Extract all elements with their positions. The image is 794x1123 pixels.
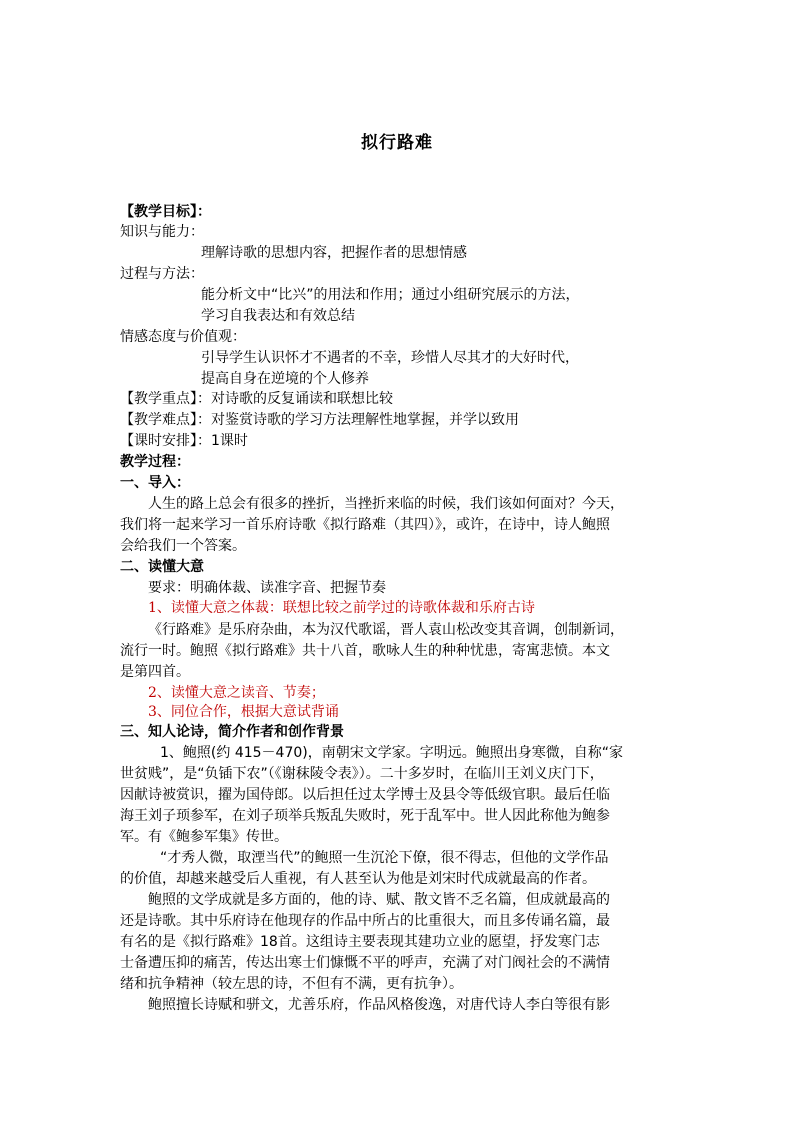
emotion-label: 情感态度与价值观： <box>120 329 246 345</box>
knowledge-label: 知识与能力： <box>120 224 204 240</box>
section3-c-3: 有名的是《拟行路难》18首。这组诗主要表现其建功立业的愿望，抒发寒门志 <box>120 934 600 950</box>
key-point: 【教学重点】：对诗歌的反复诵读和联想比较 <box>120 391 393 407</box>
section1-line-3: 会给我们一个答案。 <box>120 538 246 554</box>
process-heading: 教学过程： <box>120 454 190 470</box>
section3-c-2: 还是诗歌。其中乐府诗在他现存的作品中所占的比重很大，而且多传诵名篇，最 <box>120 913 610 929</box>
knowledge-text: 理解诗歌的思想内容，把握作者的思想情感 <box>201 245 467 261</box>
section3-c-4: 士备遭压抑的痛苦，传达出寒士们慷慨不平的呼声，充满了对门阀社会的不满情 <box>120 955 610 971</box>
section3-a-2: 世贫贱”，是“负锸下农”（《谢秣陵令表》）。二十多岁时，在临川王刘义庆门下， <box>120 766 604 782</box>
section3-c-5: 绪和抗争精神（较左思的诗，不但有不满，更有抗争）。 <box>120 976 463 992</box>
section3-a-1: 1、鲍照(约 415－470)，南朝宋文学家。字明远。鲍照出身寒微，自称“家 <box>160 745 623 761</box>
section3-c-1: 鲍照的文学成就是多方面的，他的诗、赋、散文皆不乏名篇，但成就最高的 <box>148 892 610 908</box>
section3-d-1: 鲍照擅长诗赋和骈文，尤善乐府，作品风格俊逸，对唐代诗人李白等很有影 <box>148 997 610 1013</box>
section3-b-1: “才秀人微，取湮当代”的鲍照一生沉沦下僚，很不得志，但他的文学作品 <box>160 850 609 866</box>
section2-red-1: 1、读懂大意之体裁：联想比较之前学过的诗歌体裁和乐府古诗 <box>148 600 535 616</box>
section2-requirement: 要求：明确体裁、读准字音、把握节奏 <box>148 580 386 596</box>
section1-line-2: 我们将一起来学习一首乐府诗歌《拟行路难（其四）》，或许，在诗中，诗人鲍照 <box>120 517 610 533</box>
process-text-1: 能分析文中“比兴”的用法和作用；通过小组研究展示的方法， <box>201 287 580 303</box>
section2-heading: 二、读懂大意 <box>120 559 204 575</box>
section2-line-1: 《行路难》是乐府杂曲，本为汉代歌谣，晋人袁山松改变其音调，创制新词， <box>148 622 624 638</box>
section3-a-5: 军。有《鲍参军集》传世。 <box>120 829 288 845</box>
schedule: 【课时安排】：1课时 <box>120 433 248 449</box>
section2-red-3: 3、同位合作，根据大意试背诵 <box>148 704 339 720</box>
section3-heading: 三、知人论诗，简介作者和创作背景 <box>120 724 344 740</box>
difficult-point: 【教学难点】：对鉴赏诗歌的学习方法理解性地掌握，并学以致用 <box>120 412 519 428</box>
page-title: 拟行路难 <box>361 133 433 153</box>
section2-line-3: 是第四首。 <box>120 664 190 680</box>
emotion-text-1: 引导学生认识怀才不遇者的不幸，珍惜人尽其才的大好时代， <box>201 350 579 366</box>
emotion-text-2: 提高自身在逆境的个人修养 <box>201 371 369 387</box>
section3-a-3: 因献诗被赏识，擢为国侍郎。以后担任过太学博士及县令等低级官职。最后任临 <box>120 787 610 803</box>
section1-heading: 一、导入： <box>120 475 190 491</box>
process-label: 过程与方法： <box>120 266 204 282</box>
section3-b-2: 的价值，却越来越受后人重视，有人甚至认为他是刘宋时代成就最高的作者。 <box>120 871 596 887</box>
section3-a-4: 海王刘子顼参军，在刘子顼举兵叛乱失败时，死于乱军中。世人因此称他为鲍参 <box>120 808 610 824</box>
section2-line-2: 流行一时。鲍照《拟行路难》共十八首，歌咏人生的种种忧患，寄寓悲愤。本文 <box>120 643 610 659</box>
process-text-2: 学习自我表达和有效总结 <box>201 308 355 324</box>
section2-red-2: 2、读懂大意之读音、节奏； <box>148 685 325 701</box>
objectives-heading: 【教学目标】： <box>120 204 211 220</box>
section1-line-1: 人生的路上总会有很多的挫折，当挫折来临的时候，我们该如何面对？今天， <box>148 496 624 512</box>
